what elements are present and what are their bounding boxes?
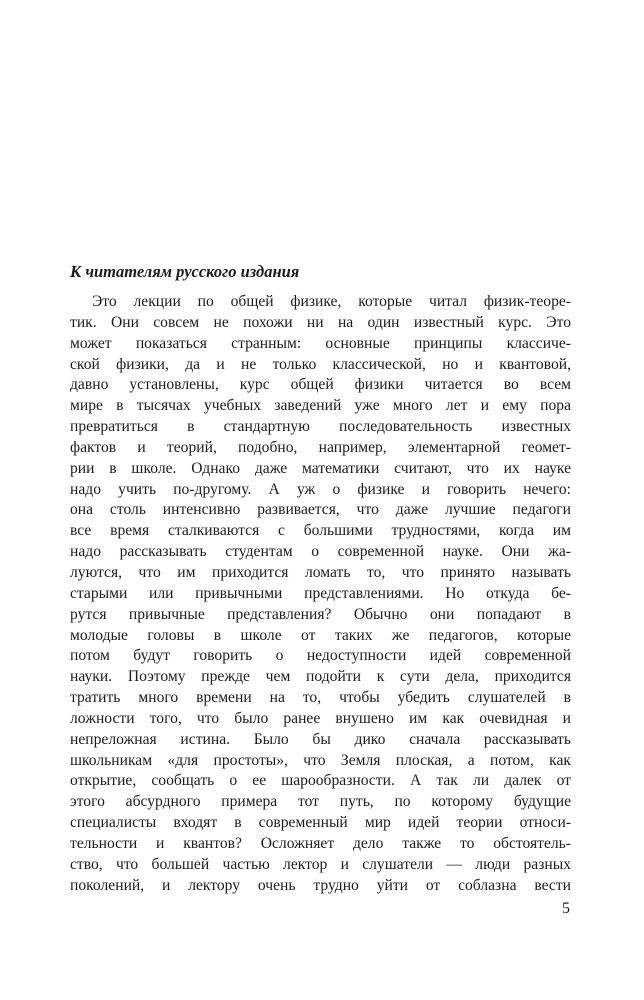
text-line: молодые головы в школе от таких же педагогов, которые xyxy=(70,626,571,644)
body-text xyxy=(70,292,571,896)
text-line: ской физики, да и не только классической, но и квантовой, xyxy=(70,355,571,373)
text-line: тратить много времени на то, чтобы убедить слушателей в xyxy=(70,689,571,707)
text-line: поколений, и лектору очень трудно уйти от соблазна вести xyxy=(70,876,571,894)
text-line: специалисты входят в современный мир идей теории относи- xyxy=(70,814,571,832)
text-line: открытие, сообщать о ее шарообразности. А так ли далек от xyxy=(70,772,571,790)
text-line: надо рассказывать студентам о современной науке. Они жа- xyxy=(70,543,571,561)
text-line: мире в тысячах учебных заведений уже много лет и ему пора xyxy=(70,397,571,415)
text-line: давно установлены, курс общей физики читается во всем xyxy=(70,376,571,394)
text-line: надо учить по-другому. А уж о физике и говорить нечего: xyxy=(70,480,571,498)
text-line: этого абсурдного примера тот путь, по которому будущие xyxy=(70,793,571,811)
text-line: старыми или привычными представлениями. Но откуда бе- xyxy=(70,584,571,602)
text-line: Это лекции по общей физике, которые читал физик-теоре- xyxy=(92,293,571,310)
text-line: потом будут говорить о недоступности идей современной xyxy=(70,647,571,665)
page-number: 5 xyxy=(562,900,570,917)
text-line: непреложная истина. Было бы дико сначала рассказывать xyxy=(70,730,571,748)
section-heading: К читателям русского издания xyxy=(70,262,300,281)
text-line: ство, что большей частью лектор и слушатели — люди разных xyxy=(70,855,571,873)
text-line: науки. Поэтому прежде чем подойти к сути дела, приходится xyxy=(70,668,571,686)
text-line: ложности того, что было ранее внушено им как очевидная и xyxy=(70,709,571,727)
text-line: может показаться странным: основные принципы классиче- xyxy=(70,334,571,352)
text-line: фактов и теорий, подобно, например, элементарной геомет- xyxy=(70,438,571,456)
text-line: она столь интенсивно развивается, что даже лучшие педагоги xyxy=(70,501,571,519)
text-line: луются, что им приходится ломать то, что принято называть xyxy=(70,563,571,581)
text-line: рии в школе. Однако даже математики считают, что их науке xyxy=(70,459,571,477)
text-line: школьникам «для простоты», что Земля плоская, а потом, как xyxy=(70,751,571,769)
text-line: рутся привычные представления? Обычно они попадают в xyxy=(70,605,571,623)
text-line: тельности и квантов? Осложняет дело также то обстоятель- xyxy=(70,834,571,852)
text-line: все время сталкиваются с большими трудностями, когда им xyxy=(70,522,571,540)
text-line: превратиться в стандартную последовательность известных xyxy=(70,418,571,436)
text-line: тик. Они совсем не похожи ни на один известный курс. Это xyxy=(70,313,571,331)
